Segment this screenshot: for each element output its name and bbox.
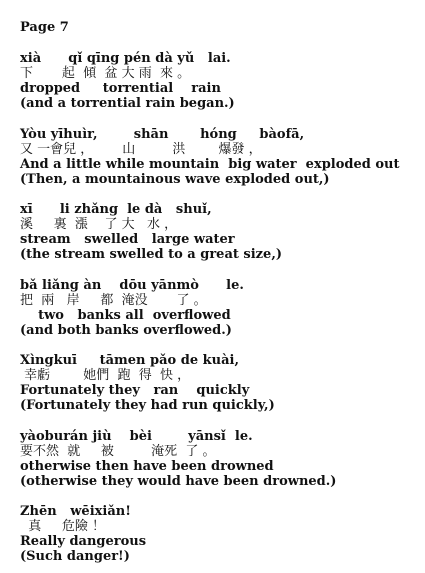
gloss-line-3: stream swelled large water	[20, 232, 235, 247]
chinese-line-4: 把 兩 岸 都 淹没 了 。	[20, 293, 207, 308]
gloss-line-4: two banks all overflowed	[20, 308, 231, 323]
pinyin-line-5: Xìngkuī tāmen pǎo de kuài,	[20, 353, 239, 368]
chinese-line-3: 溪 裏 漲 了 大 水 ，	[20, 217, 178, 232]
translation-line-6: (otherwise they would have been drowned.)	[20, 474, 337, 489]
chinese-line-1: 下 起 傾 盆 大 雨 來 。	[20, 66, 191, 81]
gloss-line-2: And a little while mountain big water exploded out	[20, 157, 400, 172]
translation-line-1: (and a torrential rain began.)	[20, 96, 235, 111]
translation-line-4: (and both banks overflowed.)	[20, 323, 232, 338]
translation-line-7: (Such danger!)	[20, 549, 130, 564]
chinese-line-7: 真 危險 ！	[20, 519, 106, 534]
chinese-line-2: 又 一會兒 ， 山 洪 爆發 ，	[20, 142, 262, 157]
pinyin-line-7: Zhēn wēixiǎn!	[20, 504, 131, 519]
pinyin-line-3: xī li zhǎng le dà shuǐ,	[20, 202, 212, 217]
pinyin-line-4: bǎ liǎng àn dōu yānmò le.	[20, 278, 244, 293]
gloss-line-7: Really dangerous	[20, 534, 147, 549]
chinese-line-6: 要不然 就 被 淹死 了 。	[20, 444, 216, 459]
pinyin-line-2: Yòu yīhuìr, shān hóng bàofā,	[20, 127, 305, 142]
chinese-line-5: 幸虧 她們 跑 得 快 ，	[20, 368, 191, 383]
gloss-line-1: dropped torrential rain	[20, 81, 221, 96]
translation-line-3: (the stream swelled to a great size,)	[20, 247, 282, 262]
page-number: Page 7	[20, 20, 69, 35]
pinyin-line-1: xià qǐ qīng pén dà yǔ lai.	[20, 51, 231, 66]
pinyin-line-6: yàoburán jiù bèi yānsǐ le.	[20, 429, 253, 444]
translation-line-5: (Fortunately they had run quickly,)	[20, 398, 275, 413]
translation-line-2: (Then, a mountainous wave exploded out,)	[20, 172, 330, 187]
gloss-line-5: Fortunately they ran quickly	[20, 383, 250, 398]
gloss-line-6: otherwise then have been drowned	[20, 459, 274, 474]
